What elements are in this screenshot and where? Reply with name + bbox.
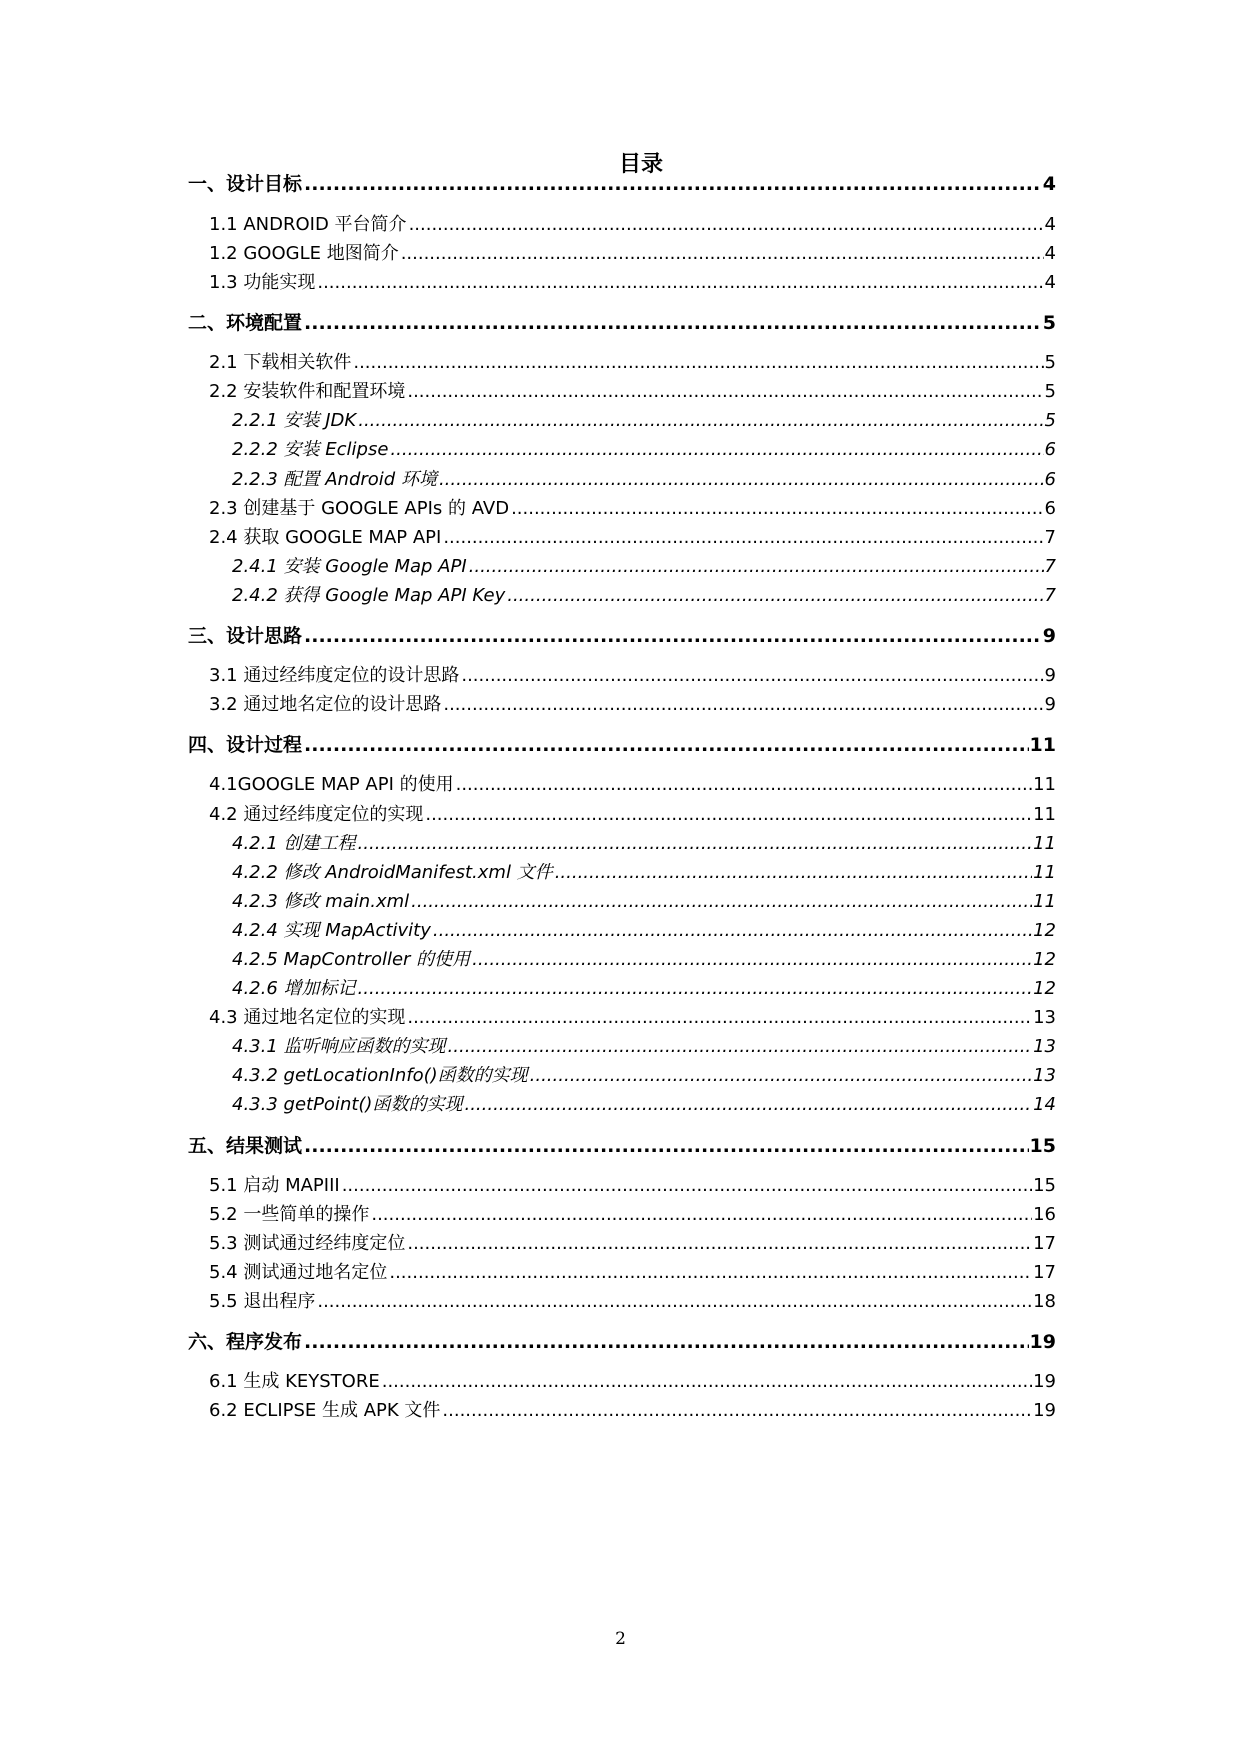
toc-entry-label: 4.2.1 创建工程 xyxy=(232,833,356,854)
toc-entry-label: 3.1 通过经纬度定位的设计思路 xyxy=(209,665,460,686)
toc-entry-page: 11 xyxy=(1033,891,1056,912)
toc-dot-leader xyxy=(304,624,1042,648)
toc-entry-label: 5.5 退出程序 xyxy=(209,1291,316,1312)
toc-entry-level-2[interactable] xyxy=(209,1397,1056,1423)
toc-entry-label: 4.3 通过地名定位的实现 xyxy=(209,1007,406,1028)
toc-entry-label: 三、设计思路 xyxy=(188,625,303,647)
toc-entry-page: 12 xyxy=(1033,920,1056,941)
toc-entry-page: 11 xyxy=(1029,734,1056,756)
toc-entry-label: 3.2 通过地名定位的设计思路 xyxy=(209,694,442,715)
toc-entry-label: 2.4.1 安装 Google Map API xyxy=(232,556,467,577)
toc-entry-page: 11 xyxy=(1033,774,1056,795)
toc-dot-leader xyxy=(469,555,1044,579)
toc-entry-page: 13 xyxy=(1033,1036,1056,1057)
toc-entry-level-3[interactable] xyxy=(232,1091,1056,1117)
toc-dot-leader xyxy=(371,1203,1032,1227)
toc-dot-leader xyxy=(461,664,1043,688)
toc-entry-label: 5.3 测试通过经纬度定位 xyxy=(209,1233,406,1254)
toc-entry-label: 4.3.1 监听响应函数的实现 xyxy=(232,1036,446,1057)
toc-dot-leader xyxy=(358,977,1033,1001)
toc-entry-page: 14 xyxy=(1033,1094,1056,1115)
toc-entry-level-2[interactable] xyxy=(209,349,1056,375)
toc-entry-label: 6.1 生成 KEYSTORE xyxy=(209,1371,380,1392)
toc-entry-label: 2.2.2 安装 Eclipse xyxy=(232,439,389,460)
toc-entry-level-2[interactable] xyxy=(209,1004,1056,1030)
toc-entry-label: 4.3.2 getLocationInfo()函数的实现 xyxy=(232,1065,528,1086)
toc-dot-leader xyxy=(353,351,1043,375)
toc-entry-label: 2.1 下载相关软件 xyxy=(209,352,352,373)
toc-entry-page: 15 xyxy=(1033,1175,1056,1196)
toc-entry-level-2[interactable] xyxy=(209,1368,1056,1394)
toc-dot-leader xyxy=(407,380,1043,404)
toc-entry-level-3[interactable] xyxy=(232,1033,1056,1059)
toc-entry-page: 12 xyxy=(1033,949,1056,970)
toc-dot-leader xyxy=(464,1093,1032,1117)
toc-entry-level-3[interactable] xyxy=(232,946,1056,972)
toc-entry-page: 4 xyxy=(1044,272,1056,293)
toc-entry-label: 4.1GOOGLE MAP API 的使用 xyxy=(209,774,454,795)
toc-entry-label: 4.2.6 增加标记 xyxy=(232,978,356,999)
toc-entry-label: 二、环境配置 xyxy=(188,312,303,334)
toc-entry-level-1[interactable] xyxy=(188,170,1056,196)
toc-entry-page: 6 xyxy=(1044,498,1056,519)
toc-entry-level-3[interactable] xyxy=(232,582,1056,608)
toc-entry-level-3[interactable] xyxy=(232,859,1056,885)
toc-entry-page: 18 xyxy=(1033,1291,1056,1312)
toc-entry-level-1[interactable] xyxy=(188,622,1056,648)
toc-entry-level-2[interactable] xyxy=(209,269,1056,295)
toc-entry-page: 19 xyxy=(1033,1400,1056,1421)
toc-entry-label: 5.2 一些简单的操作 xyxy=(209,1204,370,1225)
toc-entry-label: 2.2 安装软件和配置环境 xyxy=(209,381,406,402)
toc-entry-page: 11 xyxy=(1033,862,1056,883)
toc-entry-page: 4 xyxy=(1044,214,1056,235)
toc-entry-level-2[interactable] xyxy=(209,771,1056,797)
toc-dot-leader xyxy=(358,409,1043,433)
toc-dot-leader xyxy=(358,832,1033,856)
toc-dot-leader xyxy=(382,1370,1032,1394)
toc-entry-label: 2.3 创建基于 GOOGLE APIs 的 AVD xyxy=(209,498,510,519)
toc-entry-level-2[interactable] xyxy=(209,524,1056,550)
toc-entry-page: 9 xyxy=(1044,665,1056,686)
toc-entry-level-3[interactable] xyxy=(232,917,1056,943)
toc-entry-level-3[interactable] xyxy=(232,1062,1056,1088)
toc-dot-leader xyxy=(390,438,1043,462)
toc-dot-leader xyxy=(448,1035,1033,1059)
toc-dot-leader xyxy=(439,468,1044,492)
page-number: 2 xyxy=(615,1629,626,1649)
toc-entry-label: 2.4.2 获得 Google Map API Key xyxy=(232,585,506,606)
toc-entry-page: 7 xyxy=(1044,585,1056,606)
toc-dot-leader xyxy=(555,861,1032,885)
toc-dot-leader xyxy=(304,1134,1029,1158)
toc-dot-leader xyxy=(530,1064,1032,1088)
toc-entry-page: 5 xyxy=(1042,312,1056,334)
toc-entry-page: 11 xyxy=(1033,804,1056,825)
toc-entry-label: 六、程序发布 xyxy=(188,1331,303,1353)
toc-entry-page: 13 xyxy=(1033,1007,1056,1028)
toc-entry-page: 5 xyxy=(1044,410,1056,431)
toc-entry-label: 一、设计目标 xyxy=(188,173,303,195)
toc-entry-page: 19 xyxy=(1033,1371,1056,1392)
toc-entry-label: 4.3.3 getPoint()函数的实现 xyxy=(232,1094,463,1115)
toc-dot-leader xyxy=(401,242,1044,266)
toc-entry-label: 五、结果测试 xyxy=(188,1135,303,1157)
toc-entry-label: 四、设计过程 xyxy=(188,734,303,756)
toc-entry-level-2[interactable] xyxy=(209,378,1056,404)
toc-entry-level-3[interactable] xyxy=(232,436,1056,462)
toc-entry-page: 16 xyxy=(1033,1204,1056,1225)
toc-entry-label: 5.1 启动 MAPIII xyxy=(209,1175,340,1196)
toc-entry-page: 5 xyxy=(1044,381,1056,402)
toc-entry-level-2[interactable] xyxy=(209,1201,1056,1227)
toc-entry-level-3[interactable] xyxy=(232,407,1056,433)
toc-entry-page: 15 xyxy=(1029,1135,1056,1157)
toc-entry-page: 7 xyxy=(1044,556,1056,577)
toc-entry-label: 1.3 功能实现 xyxy=(209,272,316,293)
toc-dot-leader xyxy=(409,213,1044,237)
toc-entry-page: 12 xyxy=(1033,978,1056,999)
toc-entry-level-2[interactable] xyxy=(209,495,1056,521)
toc-entry-page: 19 xyxy=(1029,1331,1056,1353)
toc-dot-leader xyxy=(511,497,1043,521)
toc-entry-level-1[interactable] xyxy=(188,1132,1056,1158)
toc-entry-label: 5.4 测试通过地名定位 xyxy=(209,1262,388,1283)
toc-entry-label: 2.4 获取 GOOGLE MAP API xyxy=(209,527,442,548)
toc-entry-level-3[interactable] xyxy=(232,975,1056,1001)
toc-entry-level-3[interactable] xyxy=(232,553,1056,579)
toc-entry-level-1[interactable] xyxy=(188,309,1056,335)
toc-entry-label: 1.2 GOOGLE 地图简介 xyxy=(209,243,399,264)
toc-dot-leader xyxy=(407,1006,1032,1030)
toc-entry-page: 13 xyxy=(1033,1065,1056,1086)
toc-dot-leader xyxy=(304,1330,1029,1354)
toc-entry-level-2[interactable] xyxy=(209,691,1056,717)
toc-dot-leader xyxy=(456,773,1032,797)
toc-dot-leader xyxy=(507,584,1043,608)
toc-dot-leader xyxy=(389,1261,1032,1285)
toc-entry-label: 6.2 ECLIPSE 生成 APK 文件 xyxy=(209,1400,441,1421)
toc-entry-label: 2.2.3 配置 Android 环境 xyxy=(232,469,437,490)
toc-entry-level-2[interactable] xyxy=(209,240,1056,266)
toc-entry-page: 6 xyxy=(1044,439,1056,460)
toc-dot-leader xyxy=(443,693,1043,717)
toc-dot-leader xyxy=(425,803,1032,827)
toc-entry-page: 6 xyxy=(1044,469,1056,490)
toc-entry-level-2[interactable] xyxy=(209,662,1056,688)
toc-entry-page: 9 xyxy=(1042,625,1056,647)
toc-entry-level-2[interactable] xyxy=(209,1288,1056,1314)
toc-entry-level-2[interactable] xyxy=(209,1172,1056,1198)
toc-dot-leader xyxy=(407,1232,1032,1256)
toc-dot-leader xyxy=(317,1290,1032,1314)
page-title: 目录 xyxy=(618,152,663,177)
toc-entry-label: 1.1 ANDROID 平台简介 xyxy=(209,214,407,235)
toc-dot-leader xyxy=(317,271,1043,295)
toc-entry-label: 4.2 通过经纬度定位的实现 xyxy=(209,804,424,825)
toc-entry-level-1[interactable] xyxy=(188,731,1056,757)
toc-entry-level-2[interactable] xyxy=(209,1259,1056,1285)
toc-entry-level-3[interactable] xyxy=(232,888,1056,914)
toc-entry-level-2[interactable] xyxy=(209,211,1056,237)
toc-entry-level-2[interactable] xyxy=(209,801,1056,827)
toc-dot-leader xyxy=(442,1399,1032,1423)
toc-entry-label: 4.2.5 MapController 的使用 xyxy=(232,949,471,970)
toc-entry-label: 4.2.2 修改 AndroidManifest.xml 文件 xyxy=(232,862,553,883)
toc-entry-page: 17 xyxy=(1033,1262,1056,1283)
toc-entry-level-2[interactable] xyxy=(209,1230,1056,1256)
toc-dot-leader xyxy=(304,311,1042,335)
toc-entry-page: 5 xyxy=(1044,352,1056,373)
toc-entry-page: 9 xyxy=(1044,694,1056,715)
toc-dot-leader xyxy=(472,948,1032,972)
toc-entry-page: 11 xyxy=(1033,833,1056,854)
toc-entry-level-3[interactable] xyxy=(232,830,1056,856)
toc-entry-level-1[interactable] xyxy=(188,1328,1056,1354)
toc-dot-leader xyxy=(304,733,1029,757)
toc-entry-page: 4 xyxy=(1042,173,1056,195)
toc-dot-leader xyxy=(342,1174,1032,1198)
toc-entry-label: 4.2.4 实现 MapActivity xyxy=(232,920,431,941)
toc-entry-page: 4 xyxy=(1044,243,1056,264)
toc-entry-page: 17 xyxy=(1033,1233,1056,1254)
toc-entry-label: 2.2.1 安装 JDK xyxy=(232,410,357,431)
toc-dot-leader xyxy=(411,890,1032,914)
toc-entry-level-3[interactable] xyxy=(232,466,1056,492)
toc-dot-leader xyxy=(304,172,1042,196)
toc-entry-label: 4.2.3 修改 main.xml xyxy=(232,891,410,912)
toc-entry-page: 7 xyxy=(1044,527,1056,548)
toc-dot-leader xyxy=(443,526,1043,550)
toc-dot-leader xyxy=(433,919,1032,943)
